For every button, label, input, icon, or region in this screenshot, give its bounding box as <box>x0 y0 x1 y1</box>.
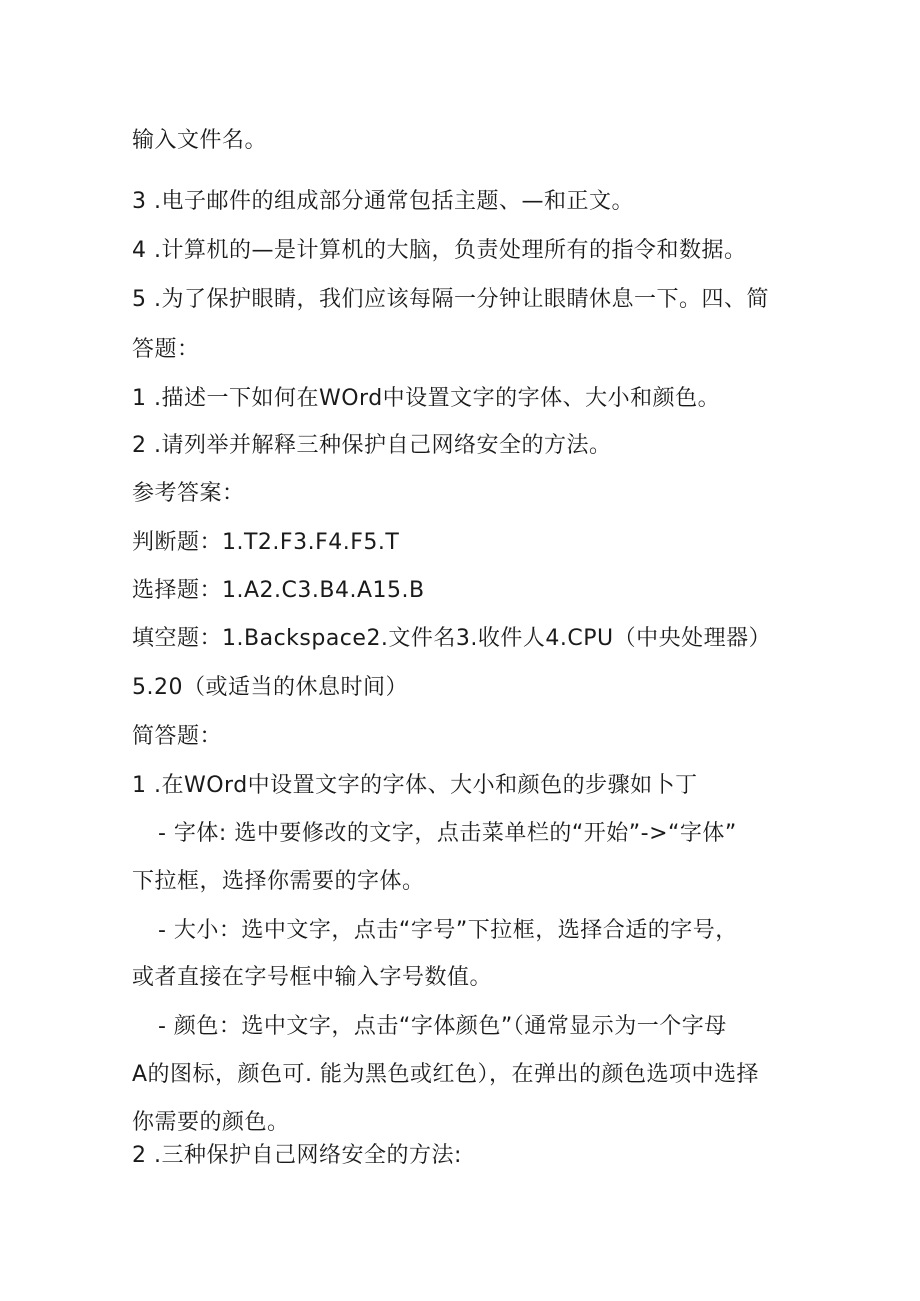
text-line: 或者直接在字号框中输入字号数值。 <box>132 965 493 990</box>
text-line: - 字体: 选中要修改的文字，点击菜单栏的“开始”->“字体” <box>158 821 737 846</box>
text-line: 你需要的颜色。 <box>132 1110 290 1135</box>
text-line: 1 .描述一下如何在WOrd中设置文字的字体、大小和颜色。 <box>132 386 721 411</box>
text-line: 5 .为了保护眼睛，我们应该每隔一分钟让眼睛休息一下。四、简 <box>132 287 769 312</box>
answer-line: 判断题：1.T2.F3.F4.F5.T <box>132 530 400 555</box>
text-line: 3 .电子邮件的组成部分通常包括主题、—和正文。 <box>132 189 634 214</box>
text-line: - 颜色：选中文字，点击“字体颜色”（通常显示为一个字母 <box>158 1014 727 1039</box>
text-line: - 大小：选中文字，点击“字号”下拉框，选择合适的字号， <box>158 918 738 943</box>
answer-line: 5.20（或适当的休息时间） <box>132 675 408 700</box>
answer-line: 选择题：1.A2.C3.B4.A15.B <box>132 578 425 603</box>
section-heading: 参考答案： <box>132 481 245 506</box>
section-heading: 简答题： <box>132 724 223 749</box>
text-line: 1 .在WOrd中设置文字的字体、大小和颜色的步骤如卜丁 <box>132 773 698 798</box>
text-line: 下拉框，选择你需要的字体。 <box>132 869 425 894</box>
text-line: A的图标，颜色可. 能为黑色或红色），在弹出的颜色选项中选择 <box>132 1062 760 1087</box>
text-line: 2 .三种保护自己网络安全的方法: <box>132 1143 462 1168</box>
answer-line: 填空题：1.Backspace2.文件名3.收件人4.CPU（中央处理器） <box>132 626 772 651</box>
text-line: 2 .请列举并解释三种保护自己网络安全的方法。 <box>132 433 612 458</box>
text-line: 4 .计算机的—是计算机的大脑，负责处理所有的指令和数据。 <box>132 238 747 263</box>
text-line: 答题： <box>132 337 200 362</box>
text-line: 输入文件名。 <box>132 128 268 153</box>
